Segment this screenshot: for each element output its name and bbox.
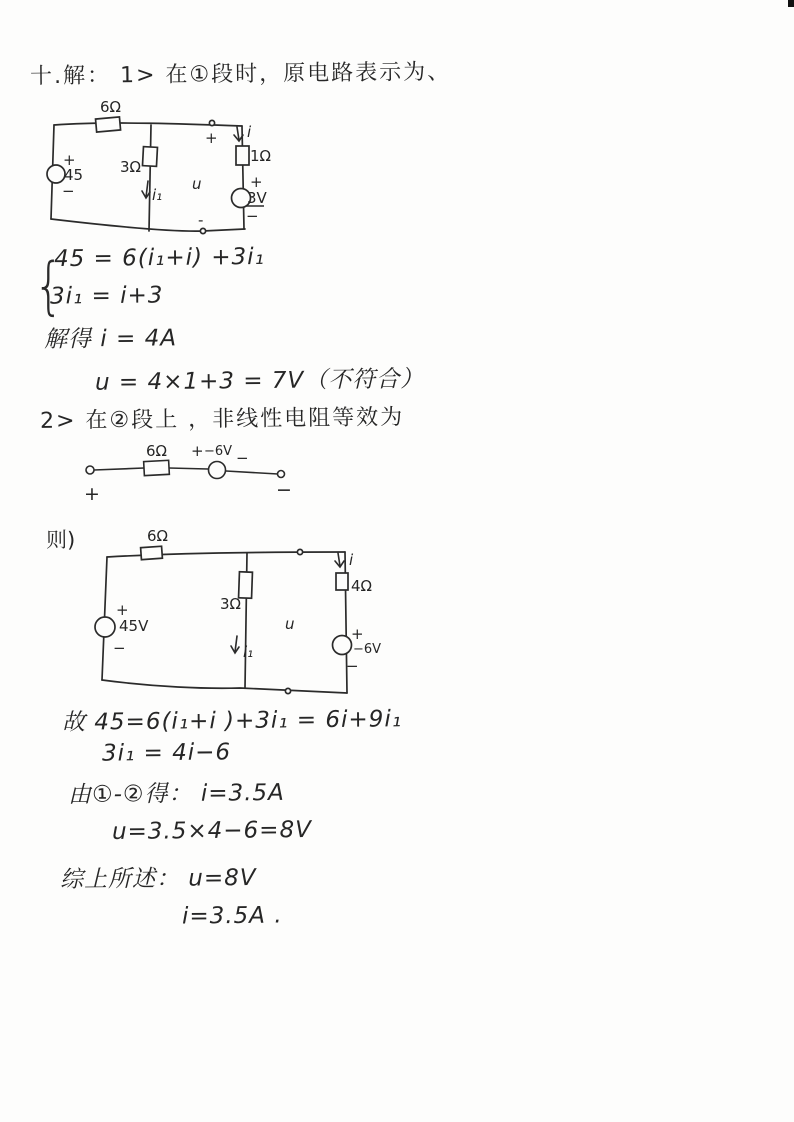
equivalent-circuit-diagram: [80, 438, 305, 508]
label-equiv-src-value: −6V: [204, 444, 233, 459]
u-result-2: u=3.5×4−6=8V: [111, 816, 313, 846]
label-equiv-src-minus: −: [236, 449, 249, 467]
section2-title: 2> 在②段上 ，非线性电阻等效为: [39, 405, 405, 434]
scan-corner-artifact: [788, 0, 794, 7]
label-u-plus: +: [205, 129, 218, 147]
label-r-top: 6Ω: [100, 98, 122, 116]
label-terminal-minus: −: [276, 479, 292, 501]
label-r-right: 1Ω: [250, 147, 272, 165]
circuit-diagram-1: [40, 95, 320, 245]
resistor-6ohm-equiv: [144, 460, 170, 475]
label-u-minus: -: [198, 211, 204, 229]
equiv-wires: [94, 468, 278, 474]
label-u-2: u: [285, 615, 295, 633]
current-arrow-i-2: [335, 553, 344, 567]
node-terminal-bottom-2: [285, 688, 290, 693]
solve-result-2: 由①-②得： i=3.5A: [67, 779, 285, 809]
label-equiv-src-plus: +: [191, 442, 204, 460]
u-result-1: u = 4×1+3 = 7V（不符合）: [94, 366, 425, 396]
label-src-left-value-2: 45V: [119, 617, 149, 635]
label-r-top-2: 6Ω: [147, 527, 169, 545]
label-u: u: [192, 175, 202, 193]
label-src-right-plus-2: +: [351, 625, 364, 643]
label-r-mid-2: 3Ω: [220, 595, 242, 613]
voltage-source-neg6v: [333, 636, 352, 655]
voltage-source-45v: [95, 617, 115, 637]
equation-1: 45 = 6(i₁+i) +3i₁: [53, 243, 265, 273]
label-current-i: i: [247, 123, 252, 141]
resistor-4ohm: [336, 573, 348, 590]
terminal-left: [86, 466, 94, 474]
node-terminal-top-2: [297, 549, 302, 554]
conclusion-line-2: i=3.5A .: [181, 902, 283, 930]
label-src-left-minus-2: −: [113, 639, 126, 657]
label-equiv-r: 6Ω: [146, 442, 168, 460]
then-label: 则): [45, 527, 76, 553]
label-src-left-plus-2: +: [116, 601, 129, 619]
label-current-i1-2: i₁: [243, 643, 254, 661]
label-current-i-2: i: [349, 551, 354, 569]
label-src-left-plus: +: [63, 151, 76, 169]
label-r-mid: 3Ω: [120, 158, 142, 176]
solution-title: 十.解： 1> 在①段时，原电路表示为、: [29, 59, 452, 90]
terminal-right: [278, 471, 285, 478]
equation-2: 3i₁ = i+3: [49, 282, 164, 310]
equation-4: 3i₁ = 4i−6: [101, 739, 232, 767]
label-src-right-minus-2: −: [346, 657, 359, 675]
node-terminal-bottom: [200, 228, 205, 233]
label-r-right-2: 4Ω: [351, 577, 373, 595]
resistor-6ohm-2: [141, 546, 163, 559]
label-src-right-plus: +: [250, 173, 263, 191]
circuit-diagram-2: [95, 525, 387, 705]
conclusion-line-1: 综上所述： u=8V: [59, 864, 257, 894]
resistor-3ohm: [142, 147, 157, 167]
label-current-i1: i₁: [152, 186, 163, 204]
resistor-6ohm: [96, 117, 121, 132]
equation-3: 故 45=6(i₁+i )+3i₁ = 6i+9i₁: [61, 706, 403, 736]
label-src-right-value-2: −6V: [353, 642, 382, 657]
label-src-left-value: 45: [64, 166, 84, 184]
label-terminal-plus: +: [84, 483, 100, 505]
system-brace: {: [33, 249, 64, 322]
solve-result-1: 解得 i = 4A: [43, 325, 178, 353]
node-terminal-top: [209, 120, 214, 125]
label-src-right-minus: −: [246, 207, 259, 225]
current-arrow-i1: [142, 181, 150, 198]
current-arrow-i1-2: [231, 636, 239, 653]
resistor-1ohm: [236, 146, 249, 165]
voltage-source-6v-equiv: [209, 462, 226, 479]
label-src-right-value: 3V: [247, 189, 267, 207]
label-src-left-minus: −: [62, 182, 75, 200]
